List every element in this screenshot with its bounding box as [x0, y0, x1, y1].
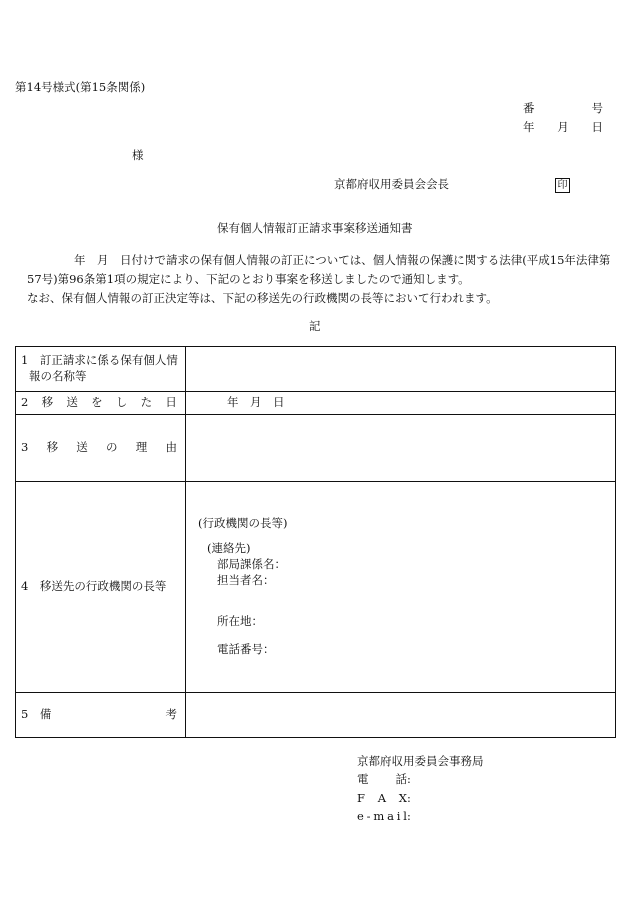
form-number: 第14号様式(第15条関係) [15, 80, 146, 94]
office-fax-line: F A X : [357, 791, 411, 805]
table-row-destination [16, 482, 616, 693]
transfer-details-table [15, 346, 616, 738]
document-title: 保有個人情報訂正請求事案移送通知書 [217, 221, 413, 235]
seal-char: 印 [555, 178, 570, 193]
value-destination[interactable] [186, 482, 616, 693]
addressee-suffix: 様 [132, 148, 144, 162]
label-destination-text: 4 移送先の行政機関の長等 [21, 579, 167, 594]
seal-mark [555, 177, 570, 193]
body-line-2: 57号)第96条第1項の規定により、下記のとおり事案を移送しましたので通知します。 [27, 272, 470, 286]
body-line-1: 年 月 日付けで請求の保有個人情報の訂正については、個人情報の保護に関する法律(平成15年法律第 [74, 253, 611, 267]
table-row-transfer-reason [16, 415, 616, 482]
phone-label: 電話番号： [217, 642, 275, 656]
office-phone-line: 電 話 : [357, 772, 411, 786]
label-document-name-line-1: 1 訂正請求に係る保有個人情 [21, 353, 178, 368]
value-transfer-reason[interactable] [186, 415, 616, 482]
ki-mark: 記 [309, 319, 321, 333]
office-name: 京都府収用委員会事務局 [357, 754, 484, 768]
label-remarks: 5 備 考 [16, 693, 186, 738]
date-char-month: 月 [557, 120, 569, 134]
document-date-line [523, 120, 603, 136]
table-row-transfer-date [16, 392, 616, 415]
dept-label: 部局課係名： [217, 557, 286, 571]
transfer-date-placeholder: 年 月 日 [227, 395, 285, 410]
org-head-label: (行政機関の長等) [198, 516, 288, 530]
office-email-line: e - m a i l : [357, 809, 411, 823]
date-char-day: 日 [591, 120, 603, 134]
date-char-year: 年 [523, 120, 535, 134]
sender-title: 京都府収用委員会会長 [334, 177, 449, 191]
label-transfer-date: 2 移 送 を し た 日 [16, 392, 186, 415]
number-char-go: 号 [591, 101, 603, 115]
address-label: 所在地： [217, 614, 263, 628]
value-remarks[interactable] [186, 693, 616, 738]
person-label: 担当者名： [217, 573, 275, 587]
label-document-name [16, 347, 186, 392]
value-transfer-date[interactable] [186, 392, 616, 415]
table-row-remarks [16, 693, 616, 738]
label-document-name-line-2: 報の名称等 [29, 369, 87, 383]
contact-header: (連絡先) [207, 541, 251, 555]
label-transfer-reason: 3 移 送 の 理 由 [16, 415, 186, 482]
label-destination [16, 482, 186, 693]
body-line-3: なお、保有個人情報の訂正決定等は、下記の移送先の行政機関の長等において行われます。 [27, 291, 498, 305]
table-row-document-name [16, 347, 616, 392]
document-number-line [523, 101, 603, 117]
value-document-name[interactable] [186, 347, 616, 392]
number-char-ban: 番 [523, 101, 535, 115]
